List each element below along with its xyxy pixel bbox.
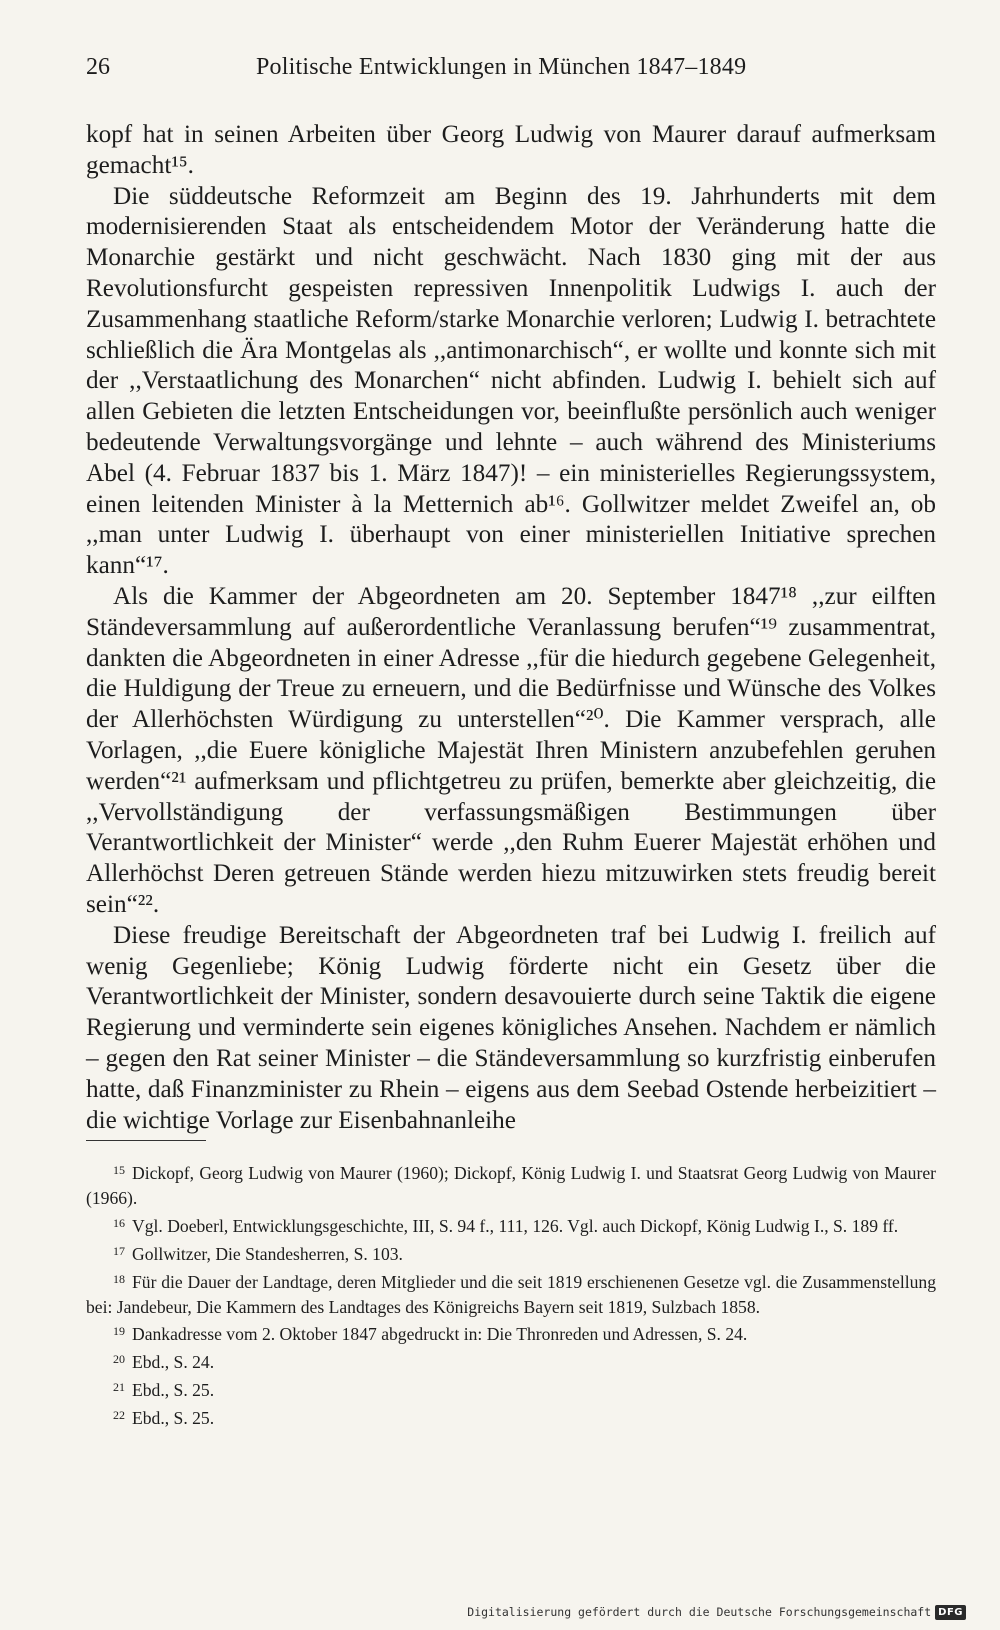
footnote-number: 21	[113, 1380, 125, 1395]
page-number: 26	[86, 54, 110, 80]
footnote-17	[86, 1239, 936, 1267]
footnote-text: Ebd., S. 24.	[132, 1352, 215, 1373]
page-header	[86, 54, 936, 86]
footnote-number: 20	[113, 1352, 125, 1367]
dfg-logo: DFG	[935, 1605, 966, 1620]
footnote-15	[86, 1158, 936, 1211]
footnote-number: 17	[113, 1243, 125, 1258]
paragraph-4: Diese freudige Bereitschaft der Abgeordneten traf bei Ludwig I. freilich auf wenig Gegenliebe; König Ludwig förderte nicht ein Gesetz über die Verantwortlichkeit der Minister, sondern desavouierte durch seine Taktik die eigene Regierung und verminderte sein eigenes königliches Ansehen. Nachdem er nämlich – gegen den Rat seiner Minister – die Ständeversammlung so kurzfristig einberufen hatte, daß Finanzminister zu Rhein – eigens aus dem Seebad Ostende herbeizitiert – die wichtige Vorlage zur Eisenbahnanleihe	[86, 921, 936, 1134]
running-title: Politische Entwicklungen in München 1847–1849	[256, 54, 747, 80]
footnote-text: Vgl. Doeberl, Entwicklungsgeschichte, III, S. 94 f., 111, 126. Vgl. auch Dickopf, König Ludwig I., S. 189 ff.	[132, 1215, 899, 1236]
footnote-text: Für die Dauer der Landtage, deren Mitglieder und die seit 1819 erschienenen Gesetze vgl. die Zusammenstellung bei: Jandebeur, Die Kammern des Landtages des Königreichs Bayern seit 1819, Sulzbach 1858.	[86, 1271, 936, 1317]
footnote-text: Dickopf, Georg Ludwig von Maurer (1960); Dickopf, König Ludwig I. und Staatsrat Georg Ludwig von Maurer (1966).	[86, 1163, 936, 1208]
paragraph-1: kopf hat in seinen Arbeiten über Georg Ludwig von Maurer darauf aufmerksam gemacht¹⁵.	[86, 121, 936, 179]
footnote-text: Ebd., S. 25.	[132, 1408, 215, 1429]
paragraph-2: Die süddeutsche Reformzeit am Beginn des 19. Jahrhunderts mit dem modernisierenden Staat als entscheidendem Motor der Veränderung hatte die Monarchie gestärkt und nicht geschwächt. Nach 1830 ging mit der aus Revolutionsfurcht gespeisten repressiven Innenpolitik Ludwigs I. auch der Zusammenhang staatliche Reform/starke Monarchie verloren; Ludwig I. betrachtete schließlich die Ära Montgelas als ,,antimonarchisch“, er wollte und konnte sich mit der ,,Verstaatlichung des Monarchen“ nicht abfinden. Ludwig I. behielt sich auf allen Gebieten die letzten Entscheidungen vor, beeinflußte persönlich auch weniger bedeutende Verwaltungsvorgänge und lehnte – auch während des Ministeriums Abel (4. Februar 1837 bis 1. März 1847)! – ein ministerielles Regierungssystem, einen leitenden Minister à la Metternich ab¹⁶. Gollwitzer meldet Zweifel an, ob ,,man unter Ludwig I. überhaupt von einer ministeriellen Initiative sprechen kann“¹⁷.	[86, 182, 936, 580]
footnote-number: 22	[113, 1408, 125, 1423]
body-text	[86, 120, 936, 1136]
footnote-text: Ebd., S. 25.	[132, 1380, 215, 1401]
paragraph-3: Als die Kammer der Abgeordneten am 20. September 1847¹⁸ ,,zur eilften Ständeversammlung auf außerordentliche Veranlassung berufen“¹⁹ zusammentrat, dankten die Abgeordneten in einer Adresse ,,für die hiedurch gegebene Gelegenheit, die Huldigung der Treue zu erneuern, und die Bedürfnisse und Wünsche des Volkes der Allerhöchsten Würdigung zu unterstellen“²⁰. Die Kammer versprach, alle Vorlagen, ,,die Euere königliche Majestät Ihren Ministern anzubefehlen geruhen werden“²¹ aufmerksam und pflichtgetreu zu prüfen, bemerkte aber gleichzeitig, die ,,Vervollständigung der verfassungsmäßigen Bestimmungen über Verantwortlichkeit der Minister“ werde ,,den Ruhm Euerer Majestät erhöhen und Allerhöchst Deren getreuen Stände werden hiezu mitzuwirken stets freudig bereit sein“²².	[86, 582, 936, 918]
footnote-18	[86, 1267, 936, 1320]
footnote-19	[86, 1319, 936, 1347]
footnote-number: 19	[113, 1324, 125, 1339]
footnote-22	[86, 1403, 936, 1431]
footnote-text: Gollwitzer, Die Standesherren, S. 103.	[132, 1243, 403, 1264]
footnote-number: 18	[113, 1271, 125, 1286]
footnote-21	[86, 1375, 936, 1403]
footnote-text: Dankadresse vom 2. Oktober 1847 abgedruckt in: Die Thronreden und Adressen, S. 24.	[132, 1324, 748, 1345]
footnote-separator	[86, 1140, 206, 1141]
footnote-number: 15	[113, 1163, 125, 1177]
footnotes	[86, 1158, 936, 1431]
footnote-number: 16	[113, 1215, 125, 1230]
digitization-credit	[467, 1602, 966, 1622]
digitization-credit-text: Digitalisierung gefördert durch die Deutsche Forschungsgemeinschaft	[467, 1605, 932, 1619]
footnote-16	[86, 1211, 936, 1239]
footnote-20	[86, 1347, 936, 1375]
